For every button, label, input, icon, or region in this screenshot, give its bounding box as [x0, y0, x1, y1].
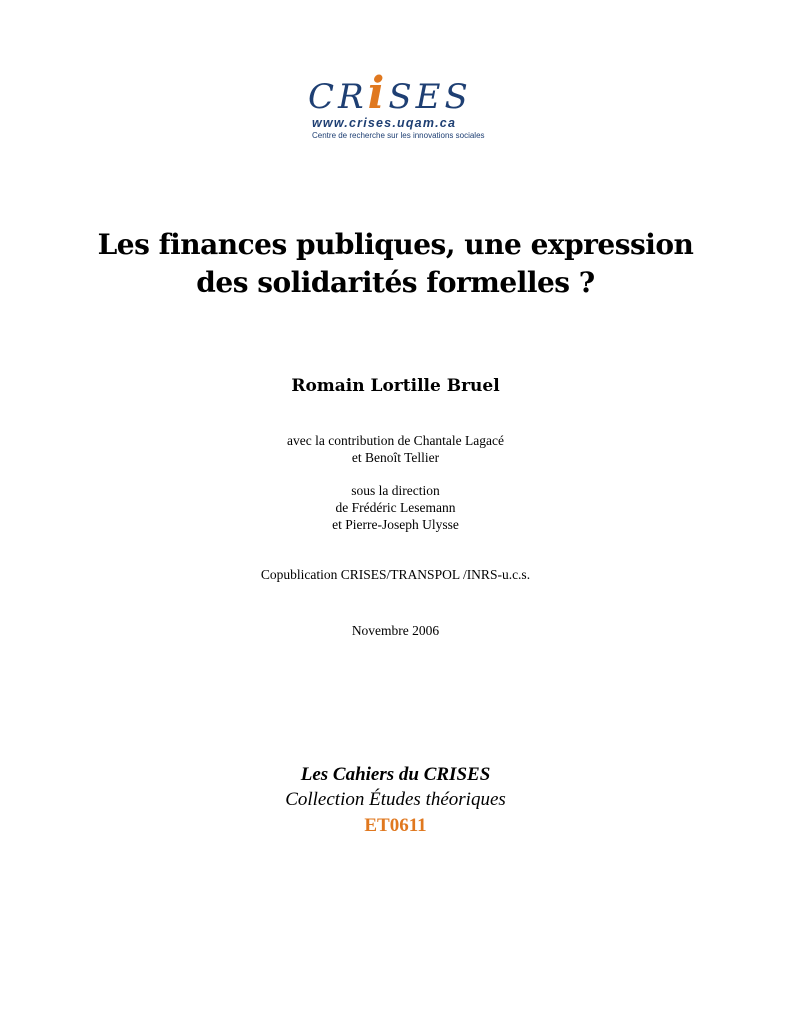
- logo-word-end: SES: [388, 77, 472, 117]
- logo-wordmark: [308, 68, 472, 119]
- logo-url: www.crises.uqam.ca: [312, 116, 457, 130]
- author-name: Romain Lortille Bruel: [291, 376, 500, 396]
- direction-block: [0, 482, 791, 533]
- logo-tagline: Centre de recherche sur les innovations sociales: [312, 131, 485, 140]
- direction-line-1: sous la direction: [351, 483, 440, 498]
- contribution-block: [0, 432, 791, 466]
- direction-line-2: de Frédéric Lesemann: [335, 500, 456, 515]
- logo-word-start: CR: [308, 77, 368, 117]
- series-code: ET0611: [364, 815, 427, 836]
- series-block: [0, 763, 791, 839]
- contribution-line-1: avec la contribution de Chantale Lagacé: [286, 433, 505, 448]
- publication-date-text: Novembre 2006: [351, 623, 440, 638]
- copublication-text: Copublication CRISES/TRANSPOL /INRS-u.c.s.: [260, 567, 531, 582]
- publication-date: [0, 622, 791, 639]
- document-title: [0, 226, 791, 302]
- direction-line-3: et Pierre-Joseph Ulysse: [332, 517, 459, 532]
- title-line-1: Les finances publiques, une expression: [97, 228, 694, 261]
- series-collection: Collection Études théoriques: [285, 789, 506, 810]
- logo-word-accent: i: [367, 68, 389, 119]
- contribution-line-2: et Benoît Tellier: [351, 450, 440, 465]
- series-title: Les Cahiers du CRISES: [300, 764, 491, 785]
- title-line-2: des solidarités formelles ?: [196, 266, 595, 299]
- copublication-note: [0, 566, 791, 583]
- crises-logo: [308, 68, 486, 144]
